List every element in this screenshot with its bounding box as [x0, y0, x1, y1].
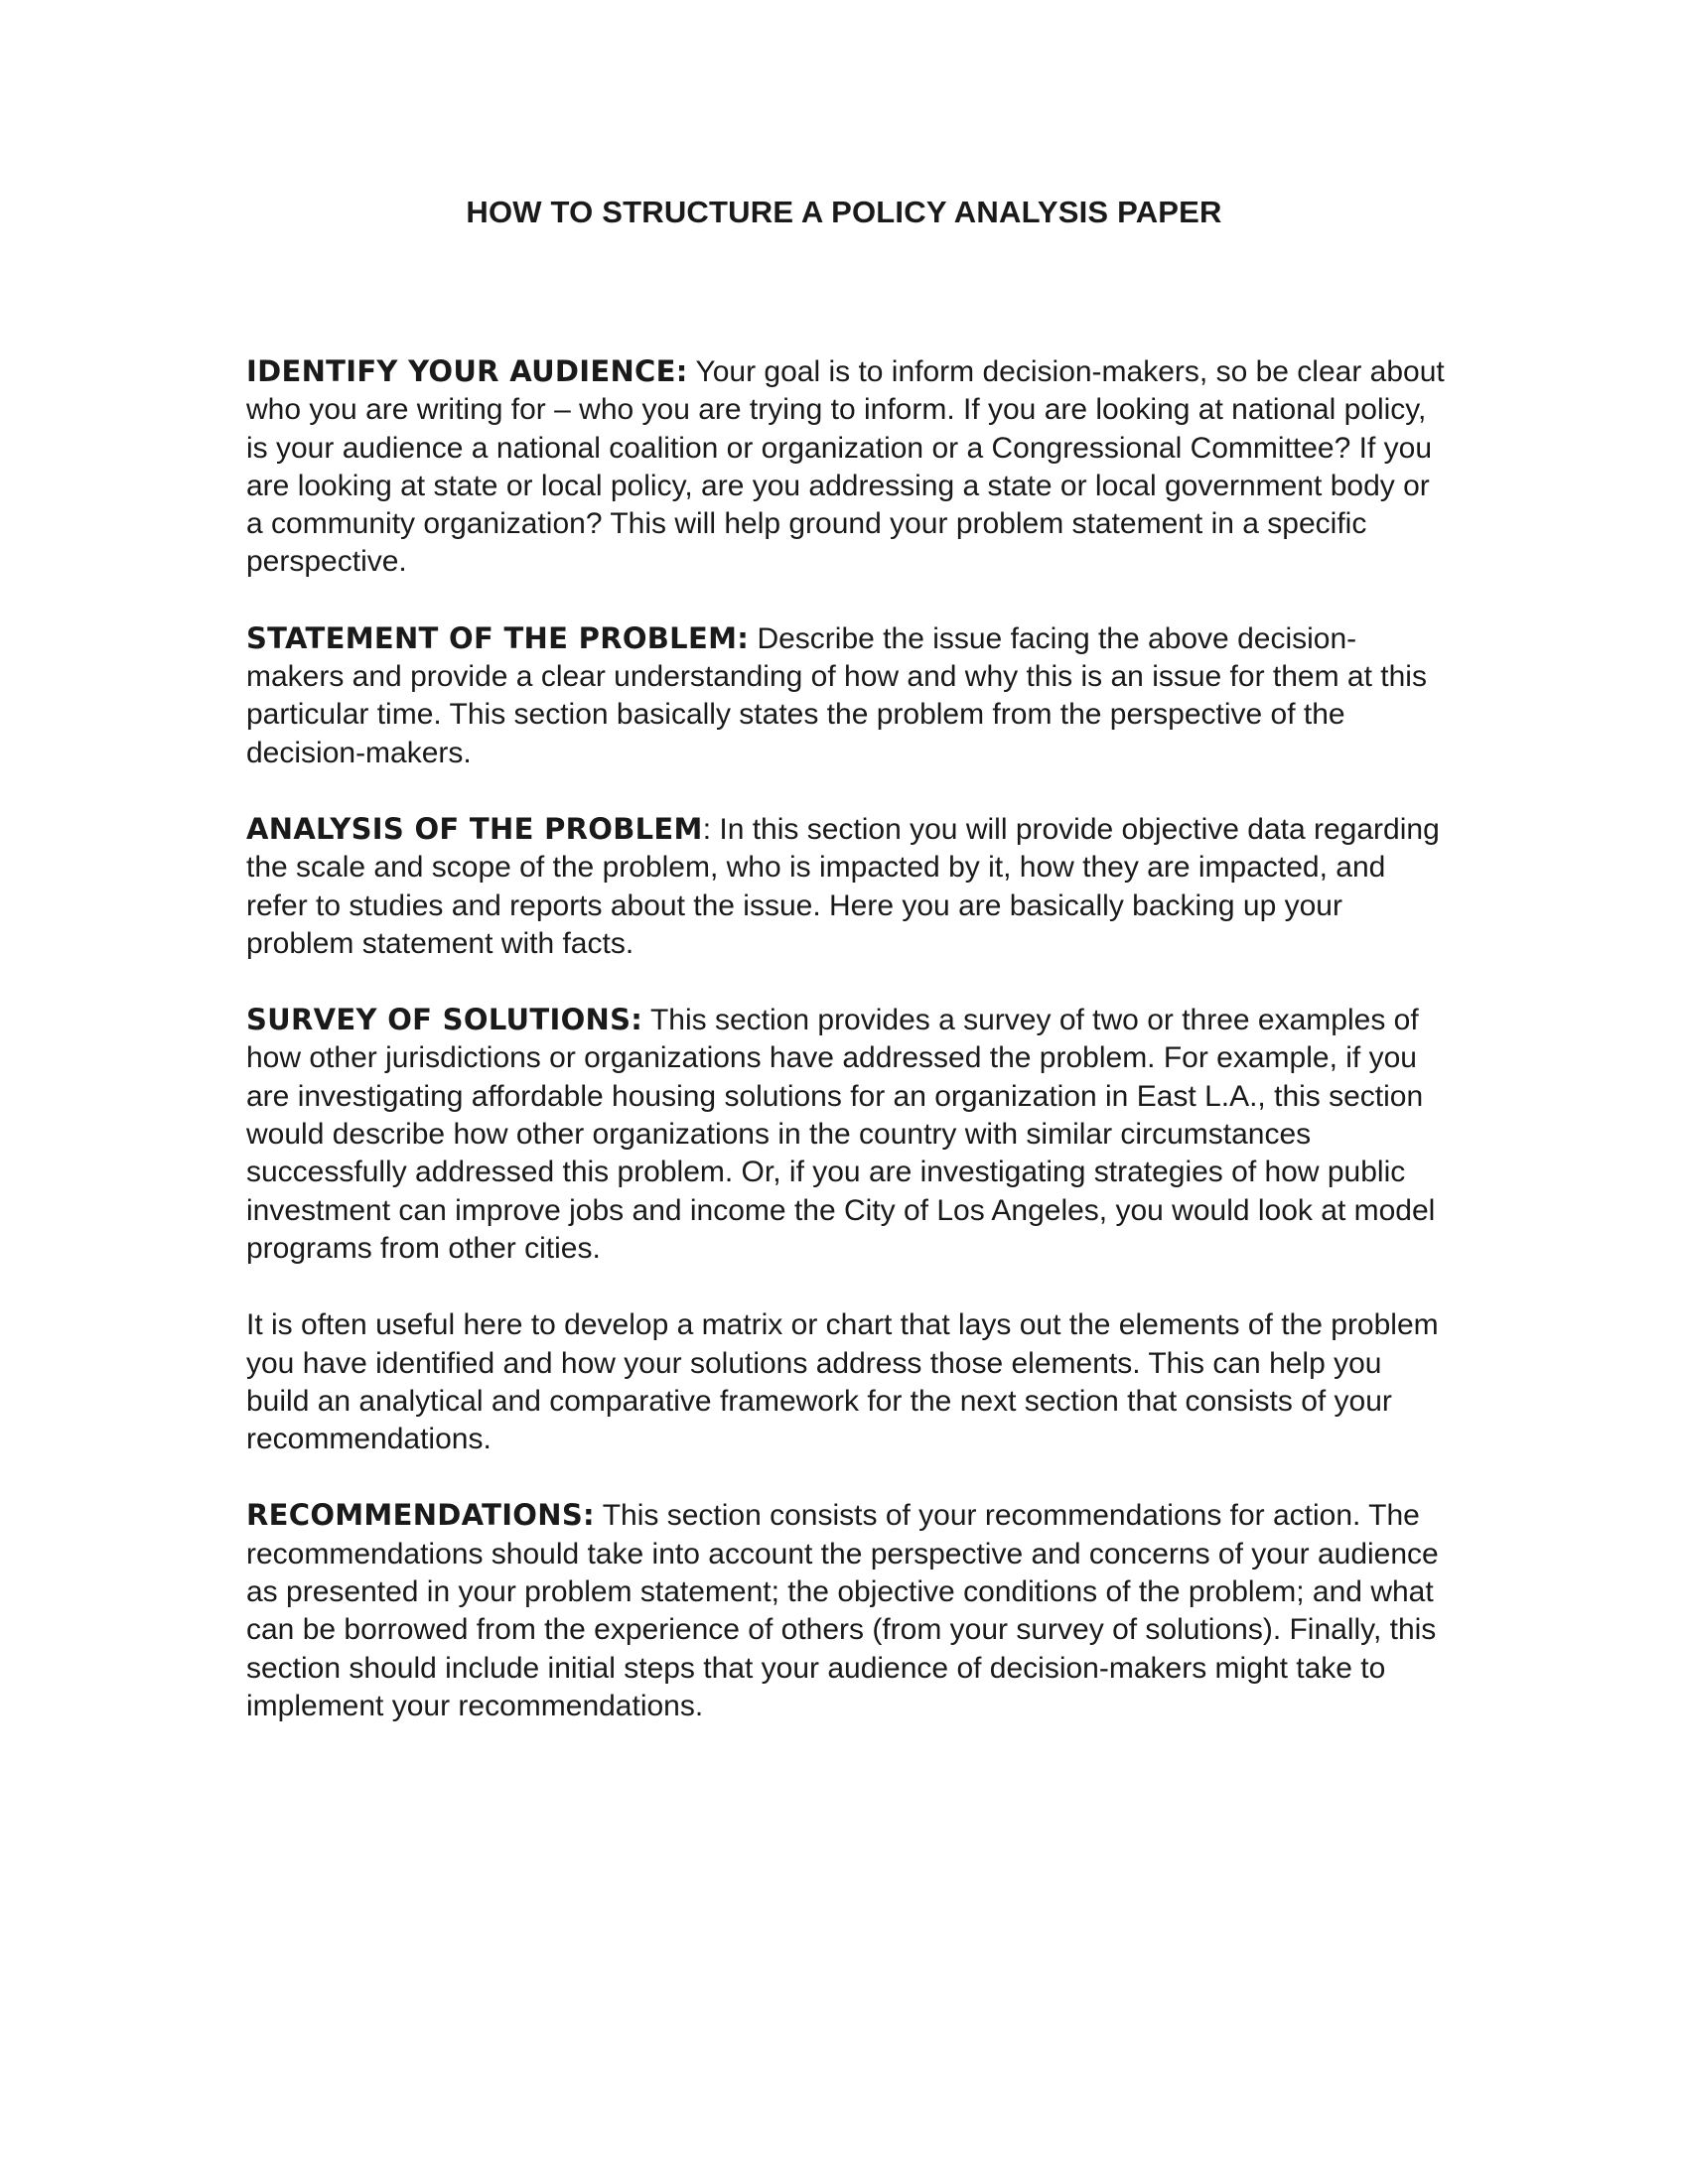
- section-heading: ANALYSIS OF THE PROBLEM: [246, 811, 703, 846]
- section-survey-of-solutions: [246, 1001, 1448, 1268]
- section-matrix-note: [246, 1305, 1448, 1458]
- section-recommendations: [246, 1496, 1448, 1725]
- section-heading: RECOMMENDATIONS:: [246, 1498, 595, 1533]
- section-statement-of-problem: [246, 619, 1448, 772]
- section-text: Describe the issue facing the above decision-makers and provide a clear understanding of how and why this is an issue for them at this particular time. This section basically states the problem from the perspective of the decision-makers.: [246, 621, 1427, 769]
- section-text: Your goal is to inform decision-makers, so be clear about who you are writing for – who you are trying to inform. If you are looking at national policy, is your audience a national coalition or organization or a Congressional Committee? If you are looking at state or local policy, are you addressing a state or local government body or a community organization? This will help ground your problem statement in a specific perspective.: [246, 355, 1445, 579]
- section-analysis-of-problem: [246, 810, 1448, 963]
- section-text: This section provides a survey of two or three examples of how other jurisdictions or organizations have addressed the problem. For example, if you are investigating affordable housing solutions for an organization in East L.A., this section would describe how other organizations in the country with similar circumstances successfully addressed this problem. Or, if you are investigating strategies of how public investment can improve jobs and income the City of Los Angeles, you would look at model programs from other cities.: [246, 1004, 1436, 1265]
- document-body: [246, 352, 1448, 1763]
- section-heading: STATEMENT OF THE PROBLEM:: [246, 620, 750, 655]
- section-identify-audience: [246, 352, 1448, 582]
- section-text: It is often useful here to develop a matrix or chart that lays out the elements of the problem you have identified and how your solutions address those elements. This can help you build an analytical and comparative framework for the next section that consists of your recommendations.: [246, 1308, 1439, 1456]
- section-text: This section consists of your recommendations for action. The recommendations should take into account the perspective and concerns of your audience as presented in your problem statement; the objective conditions of the problem; and what can be borrowed from the experience of others (from your survey of solutions). Finally, this section should include initial steps that your audience of decision-makers might take to implement your recommendations.: [246, 1499, 1439, 1722]
- section-heading: SURVEY OF SOLUTIONS:: [246, 1003, 643, 1037]
- section-heading: IDENTIFY YOUR AUDIENCE:: [246, 354, 688, 388]
- section-text: : In this section you will provide objective data regarding the scale and scope of the problem, who is impacted by it, how they are impacted, and refer to studies and reports about the issue. Here you are basically backing up your problem statement with facts.: [246, 812, 1440, 960]
- page-title: HOW TO STRUCTURE A POLICY ANALYSIS PAPER: [466, 195, 1222, 229]
